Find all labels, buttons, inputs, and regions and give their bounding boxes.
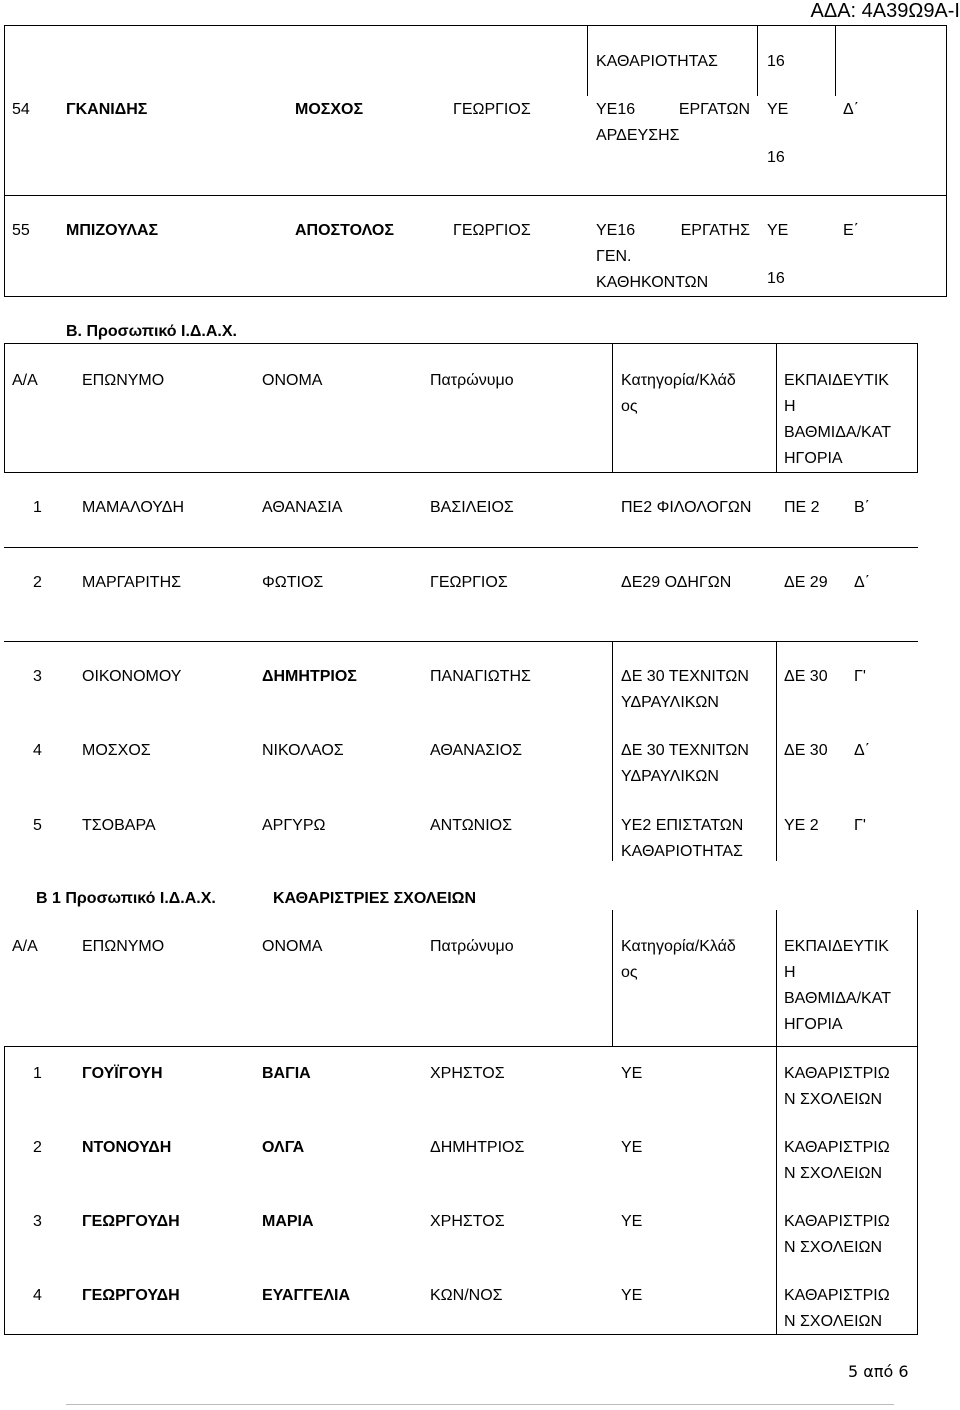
cell-edu-line2: Ν ΣΧΟΛΕΙΩΝ bbox=[784, 1239, 883, 1256]
cell-surname: ΜΟΣΧΟΣ bbox=[82, 742, 151, 759]
cell-name: ΑΘΑΝΑΣΙΑ bbox=[262, 499, 343, 516]
cell-edu: ΔΕ 29 bbox=[784, 574, 828, 591]
header-father: Πατρώνυμο bbox=[430, 372, 514, 389]
header-category-line2: ος bbox=[621, 964, 638, 981]
cell-name: ΒΑΓΙΑ bbox=[262, 1065, 311, 1082]
header-father: Πατρώνυμο bbox=[430, 938, 514, 955]
cell-aa: 55 bbox=[12, 222, 30, 239]
cell-name: ΑΠΟΣΤΟΛΟΣ bbox=[295, 222, 394, 239]
partial-category: ΚΑΘΑΡΙΟΤΗΤΑΣ bbox=[596, 53, 718, 70]
cell-category: ΥΕ bbox=[621, 1287, 643, 1304]
cell-rank: Δ΄ bbox=[843, 101, 860, 118]
cell-name: ΜΟΣΧΟΣ bbox=[295, 101, 364, 118]
cell-category: ΥΕ bbox=[621, 1213, 643, 1230]
cell-aa: 4 bbox=[33, 742, 42, 759]
cell-aa: 2 bbox=[33, 574, 42, 591]
cell-edu: ΔΕ 30 bbox=[784, 742, 828, 759]
cell-name: ΜΑΡΙΑ bbox=[262, 1213, 314, 1230]
page-number: 5 από 6 bbox=[848, 1362, 909, 1381]
header-edu-line2: Η bbox=[784, 964, 796, 981]
cell-category-line2: ΚΑΘΑΡΙΟΤΗΤΑΣ bbox=[621, 843, 743, 860]
cell-aa: 3 bbox=[33, 1213, 42, 1230]
cell-category: ΥΕ16 ΕΡΓΑΤΗΣ bbox=[596, 222, 750, 239]
cell-father: ΠΑΝΑΓΙΩΤΗΣ bbox=[430, 668, 531, 685]
cell-rank: Δ΄ bbox=[854, 574, 871, 591]
cell-edu: ΥΕ 2 bbox=[784, 817, 819, 834]
cell-father: ΓΕΩΡΓΙΟΣ bbox=[453, 222, 531, 239]
cell-surname: ΜΑΡΓΑΡΙΤΗΣ bbox=[82, 574, 182, 591]
cell-father: ΓΕΩΡΓΙΟΣ bbox=[430, 574, 508, 591]
cell-father: ΧΡΗΣΤΟΣ bbox=[430, 1065, 505, 1082]
cell-surname: ΤΣΟΒΑΡΑ bbox=[82, 817, 156, 834]
cell-name: ΝΙΚΟΛΑΟΣ bbox=[262, 742, 344, 759]
section-b1-subtitle: ΚΑΘΑΡΙΣΤΡΙΕΣ ΣΧΟΛΕΙΩΝ bbox=[273, 890, 477, 907]
header-edu: ΕΚΠΑΙΔΕΥΤΙΚ bbox=[784, 372, 889, 389]
cell-surname: ΓΕΩΡΓΟΥΔΗ bbox=[82, 1213, 180, 1230]
header-edu: ΕΚΠΑΙΔΕΥΤΙΚ bbox=[784, 938, 889, 955]
cell-edu: ΚΑΘΑΡΙΣΤΡΙΩ bbox=[784, 1287, 890, 1304]
cell-aa: 4 bbox=[33, 1287, 42, 1304]
header-edu-line2: Η bbox=[784, 398, 796, 415]
header-category: Κατηγορία/Κλάδ bbox=[621, 938, 736, 955]
cell-category-line2: ΑΡΔΕΥΣΗΣ bbox=[596, 127, 680, 144]
cell-father: ΚΩΝ/ΝΟΣ bbox=[430, 1287, 503, 1304]
cell-aa: 1 bbox=[33, 1065, 42, 1082]
header-edu-line4: ΗΓΟΡΙΑ bbox=[784, 450, 843, 467]
cell-edu-line2: 16 bbox=[767, 270, 785, 287]
cell-name: ΟΛΓΑ bbox=[262, 1139, 305, 1156]
cell-surname: ΝΤΟΝΟΥΔΗ bbox=[82, 1139, 172, 1156]
header-edu-line4: ΗΓΟΡΙΑ bbox=[784, 1016, 843, 1033]
cell-aa: 3 bbox=[33, 668, 42, 685]
cell-category: ΥΕ16 ΕΡΓΑΤΩΝ bbox=[596, 101, 750, 118]
header-aa: Α/Α bbox=[12, 938, 38, 955]
cell-edu: ΠΕ 2 bbox=[784, 499, 820, 516]
cell-aa: 1 bbox=[33, 499, 42, 516]
cell-edu-line2: Ν ΣΧΟΛΕΙΩΝ bbox=[784, 1091, 883, 1108]
header-name: ΟΝΟΜΑ bbox=[262, 372, 323, 389]
cell-father: ΔΗΜΗΤΡΙΟΣ bbox=[430, 1139, 525, 1156]
cell-rank: Β΄ bbox=[854, 499, 870, 516]
section-b-title: Β. Προσωπικό Ι.Δ.Α.Χ. bbox=[66, 323, 237, 340]
header-edu-line3: ΒΑΘΜΙΔΑ/ΚΑΤ bbox=[784, 424, 891, 441]
footer-divider bbox=[66, 1404, 894, 1405]
cell-category-line2: ΥΔΡΑΥΛΙΚΩΝ bbox=[621, 694, 719, 711]
section-b1-title: Β 1 Προσωπικό Ι.Δ.Α.Χ. bbox=[36, 890, 216, 907]
cell-name: ΕΥΑΓΓΕΛΙΑ bbox=[262, 1287, 351, 1304]
cell-father: ΓΕΩΡΓΙΟΣ bbox=[453, 101, 531, 118]
cell-category: ΔΕ29 ΟΔΗΓΩΝ bbox=[621, 574, 732, 591]
cell-category: ΥΕ bbox=[621, 1139, 643, 1156]
cell-rank: Γ' bbox=[854, 817, 866, 834]
cell-name: ΔΗΜΗΤΡΙΟΣ bbox=[262, 668, 357, 685]
cell-surname: ΓΕΩΡΓΟΥΔΗ bbox=[82, 1287, 180, 1304]
cell-surname: ΟΙΚΟΝΟΜΟΥ bbox=[82, 668, 182, 685]
cell-category: ΔΕ 30 ΤΕΧΝΙΤΩΝ bbox=[621, 742, 749, 759]
cell-name: ΦΩΤΙΟΣ bbox=[262, 574, 324, 591]
cell-edu-line2: 16 bbox=[767, 149, 785, 166]
cell-surname: ΜΠΙΖΟΥΛΑΣ bbox=[66, 222, 159, 239]
cell-edu-line2: Ν ΣΧΟΛΕΙΩΝ bbox=[784, 1165, 883, 1182]
header-category: Κατηγορία/Κλάδ bbox=[621, 372, 736, 389]
cell-surname: ΓΟΥΪΓΟΥΗ bbox=[82, 1065, 163, 1082]
cell-rank: Ε΄ bbox=[843, 222, 859, 239]
header-edu-line3: ΒΑΘΜΙΔΑ/ΚΑΤ bbox=[784, 990, 891, 1007]
cell-category: ΔΕ 30 ΤΕΧΝΙΤΩΝ bbox=[621, 668, 749, 685]
cell-category-line3: ΚΑΘΗΚΟΝΤΩΝ bbox=[596, 274, 709, 291]
cell-aa: 2 bbox=[33, 1139, 42, 1156]
cell-category: ΠΕ2 ΦΙΛΟΛΟΓΩΝ bbox=[621, 499, 752, 516]
cell-father: ΑΝΤΩΝΙΟΣ bbox=[430, 817, 513, 834]
ada-code: ΑΔΑ: 4Α39Ω9Α-Ι bbox=[810, 0, 960, 22]
header-surname: ΕΠΩΝΥΜΟ bbox=[82, 938, 165, 955]
cell-father: ΑΘΑΝΑΣΙΟΣ bbox=[430, 742, 523, 759]
cell-father: ΧΡΗΣΤΟΣ bbox=[430, 1213, 505, 1230]
cell-name: ΑΡΓΥΡΩ bbox=[262, 817, 326, 834]
header-surname: ΕΠΩΝΥΜΟ bbox=[82, 372, 165, 389]
cell-edu: ΔΕ 30 bbox=[784, 668, 828, 685]
partial-grade: 16 bbox=[767, 53, 785, 70]
header-category-line2: ος bbox=[621, 398, 638, 415]
cell-category-line2: ΓΕΝ. bbox=[596, 248, 632, 265]
cell-rank: Δ΄ bbox=[854, 742, 871, 759]
cell-rank: Γ' bbox=[854, 668, 866, 685]
cell-surname: ΜΑΜΑΛΟΥΔΗ bbox=[82, 499, 185, 516]
cell-aa: 5 bbox=[33, 817, 42, 834]
cell-edu: ΥΕ bbox=[767, 101, 789, 118]
cell-edu: ΚΑΘΑΡΙΣΤΡΙΩ bbox=[784, 1213, 890, 1230]
cell-edu: ΚΑΘΑΡΙΣΤΡΙΩ bbox=[784, 1139, 890, 1156]
cell-aa: 54 bbox=[12, 101, 30, 118]
cell-category-line2: ΥΔΡΑΥΛΙΚΩΝ bbox=[621, 768, 719, 785]
cell-category: ΥΕ2 ΕΠΙΣΤΑΤΩΝ bbox=[621, 817, 744, 834]
cell-category: ΥΕ bbox=[621, 1065, 643, 1082]
cell-edu-line2: Ν ΣΧΟΛΕΙΩΝ bbox=[784, 1313, 883, 1330]
header-name: ΟΝΟΜΑ bbox=[262, 938, 323, 955]
cell-edu: ΥΕ bbox=[767, 222, 789, 239]
cell-edu: ΚΑΘΑΡΙΣΤΡΙΩ bbox=[784, 1065, 890, 1082]
header-aa: Α/Α bbox=[12, 372, 38, 389]
cell-father: ΒΑΣΙΛΕΙΟΣ bbox=[430, 499, 514, 516]
cell-surname: ΓΚΑΝΙΔΗΣ bbox=[66, 101, 148, 118]
